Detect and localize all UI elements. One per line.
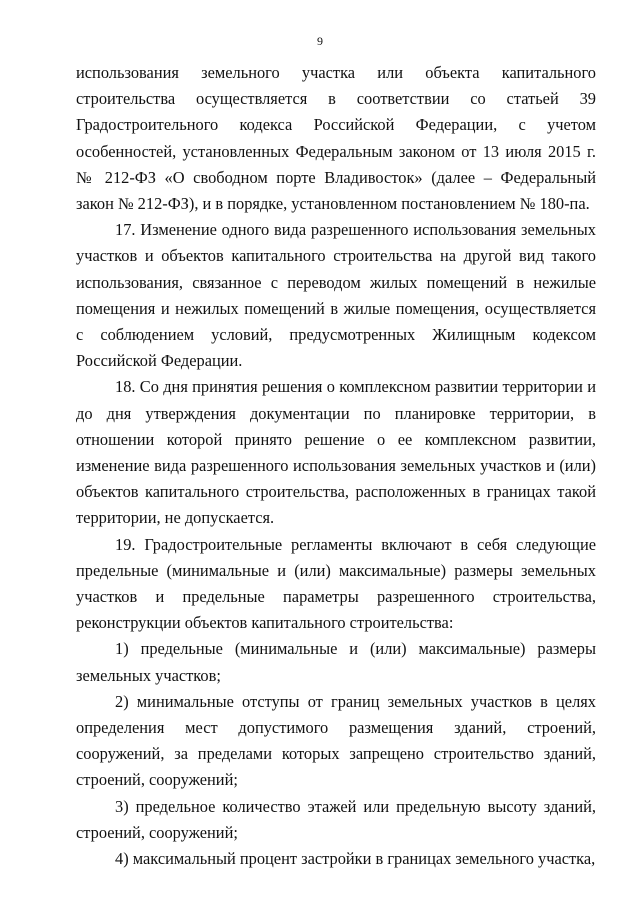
- paragraph-17: 17. Изменение одного вида разрешенного использования земельных участков и объектов капитального строительства на другой вид такого использования, связанное с переводом жилых помещений в нежилые помещения и нежилых помещений в жилые помещения, осуществляется с соблюдением условий, предусмотренных Жилищным кодексом Российской Федерации.: [76, 220, 596, 371]
- list-item-3: 3) предельное количество этажей или предельную высоту зданий, строений, сооружений;: [76, 796, 596, 842]
- paragraph-18: 18. Со дня принятия решения о комплексном развитии территории и до дня утверждения документации по планировке территории, в отношении которой принято решение о ее комплексном развитии, изменение вида разрешенного использования земельных участков и (или) объектов капитального строительства, расположенных в границах такой территории, не допускается.: [76, 377, 596, 528]
- page-number: 9: [317, 34, 323, 48]
- paragraph-19: 19. Градостроительные регламенты включают в себя следующие предельные (минимальные и (или) максимальные) размеры земельных участков и предельные параметры разрешенного строительства, реконструкции объектов капитального строительства:: [76, 534, 596, 633]
- list-item-1: 1) предельные (минимальные и (или) максимальные) размеры земельных участков;: [76, 639, 596, 685]
- list-item-2: 2) минимальные отступы от границ земельных участков в целях определения мест допустимого размещения зданий, строений, сооружений, за пределами которых запрещено строительство зданий, строений, сооружений;: [76, 691, 596, 790]
- list-item-4: 4) максимальный процент застройки в границах земельного участка,: [115, 849, 596, 869]
- paragraph-continuation: использования земельного участка или объекта капитального строительства осуществляется в соответствии со статьей 39 Градостроительного кодекса Российской Федерации, с учетом особенностей, установленных Федеральным законом от 13 июля 2015 г. № 212-ФЗ «О свободном порте Владивосток» (далее – Федеральный закон № 212-ФЗ), и в порядке, установленном постановлением № 180-па.: [76, 63, 596, 214]
- document-body: [76, 60, 596, 872]
